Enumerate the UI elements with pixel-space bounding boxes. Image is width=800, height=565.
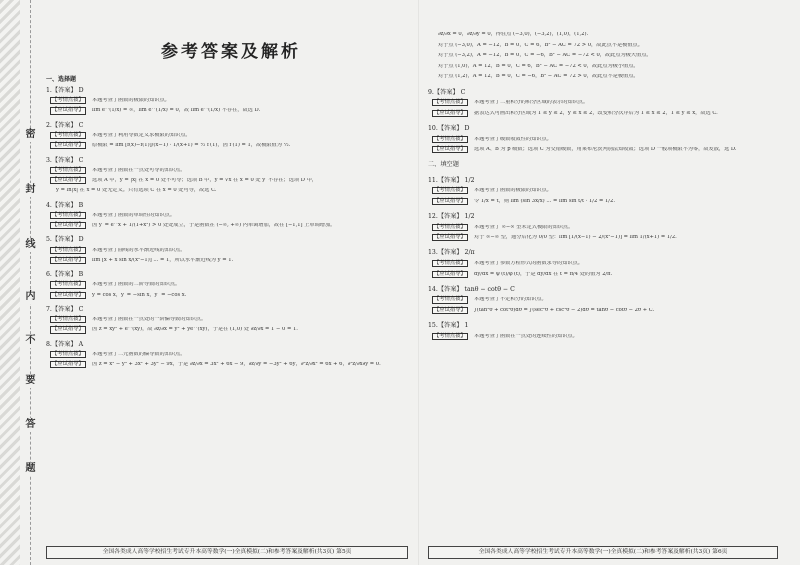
hint-label: 【考情点拨】 [52,166,84,173]
hint-label: 【考情点拨】 [52,351,84,357]
explanation-text: 本题考查了函数在一点处的一阶偏导数的知识点。 [92,317,207,323]
hint-label: 【考情点拨】 [52,211,84,218]
answer-heading: 5.【答案】 D [46,236,84,244]
seal-char: 题 [23,462,38,476]
explanation-text: 本题考查了二重积分的积分区域的表示的知识点。 [474,100,589,106]
explanation-text: 本题考查了函数在一点处的连续性的知识点。 [474,333,578,339]
answer-heading: 二、填空题 [428,161,459,169]
seal-line-column [20,0,42,565]
section-heading: 一、选择题 [46,76,77,83]
explanation-text: 本题考查了函数的极限的知识点。 [474,188,552,194]
hint-label: 【应试指导】 [434,197,466,204]
hint-label: 【应试指导】 [52,142,84,149]
answer-heading: 2.【答案】 C [46,121,84,129]
explanation-text: lim [x + x sin x/(x²−1)] ... = 1，所以水平渐近线为 y = 1. [92,257,234,263]
page-footer-left: 全国各类成人高等学校招生考试专升本高等数学(一)全真模拟(二)和参考答案及解析(共3页) 第5页 [46,546,408,559]
page-divider [418,0,419,565]
seal-dashed-line [30,0,31,565]
hint-label: 【考情点拨】 [434,99,466,106]
hint-label: 【应试指导】 [52,361,84,368]
explanation-text: 本题考查了函数在一点处可导的知识点。 [92,167,186,173]
explanation-text: 本题考查了 ∞−∞ 型未定式极限的知识点。 [474,224,574,230]
answer-heading: 10.【答案】 D [428,125,470,132]
explanation-text: 本题考查了二元函数的偏导数的知识点。 [92,352,186,357]
answer-heading: 8.【答案】 A [46,340,84,348]
hint-label: 【考情点拨】 [434,332,466,339]
hint-label: 【应试指导】 [434,146,466,153]
explanation-text: 对于点 (−3,2)，A = −12，B = 0，C = −6，B² − AC = −72 < 0，故此点为极大值点。 [438,53,652,59]
page-footer-right: 全国各类成人高等学校招生考试专升本高等数学(一)全真模拟(二)和参考答案及解析(共3页) 第6页 [428,546,778,559]
answer-heading: 3.【答案】 C [46,156,84,164]
explanation-text: 因 z = xy² + e^(xy)，故 ∂z/∂x = y² + ye^(xy)，于是在 (1,0) 处 ∂z/∂x = 1 − 0 = 1. [92,327,298,333]
explanation-text: 选项 A 中，y = |x| 在 x = 0 处不可导；选项 B 中，y = √x 在 x = 0 处 y′ 不存在；选项 D 中， [92,178,317,183]
seal-char: 内 [23,290,38,304]
page-title: 参考答案及解析 [161,42,301,62]
explanation-text: 本题考查了曲线的水平渐近线的知识点。 [92,247,186,253]
seal-char: 线 [23,238,38,252]
seal-char: 封 [23,183,38,197]
hint-label: 【考情点拨】 [52,281,84,288]
hint-label: 【应试指导】 [434,109,466,116]
explanation-text: 对于点 (1,0)，A = 12，B = 0，C = 6，B² − AC = −72 < 0，故此点为极小值点。 [438,63,639,69]
explanation-text: 本题考查了利用导数定义求极限的知识点。 [92,133,191,138]
answer-heading: 15.【答案】 1 [428,322,469,330]
explanation-text: 本题考查了不定积分的知识点。 [474,297,547,303]
explanation-text: 因 z = x³ − y³ + 3x² + 3y² − 9x，于是 ∂z/∂x = 3x² + 6x − 9，∂z/∂y = −3y² + 6y，∂²z/∂x² = 6x + 6，∂²z/∂x∂y = 0. [92,362,381,368]
hint-label: 【应试指导】 [52,256,84,263]
explanation-text: lim e^(1/x) = ∞，lim e^(1/x) = 0，故 lim e^(1/x) 不存在，故选 D. [92,108,261,114]
explanation-text: y = ln|x| 在 x = 0 处无定义。只有选项 C 在 x = 0 处可导，故选 C. [56,188,217,194]
explanation-text: 据表达式可画出积分区域为 1 ≤ y ≤ 2，y ≤ x ≤ 2，改变积分次序后为 1 ≤ x ≤ 2，1 ≤ y ≤ x，故选 C. [474,110,718,116]
answer-heading: 6.【答案】 B [46,271,84,279]
hint-label: 【考情点拨】 [52,246,84,253]
hint-label: 【应试指导】 [52,222,84,228]
answer-heading: 7.【答案】 C [46,306,84,313]
answer-heading: 11.【答案】 1/2 [428,176,475,184]
hint-label: 【考情点拨】 [434,296,466,303]
seal-char: 不 [23,334,38,348]
explanation-text: 原极限 = lim [f(x)−f(1)]/(x−1) · 1/(x+1) = ½ f′(1)，因 f′(1) = 1，故极限值为 ½. [92,143,291,149]
seal-char: 密 [23,128,38,142]
answer-heading: 12.【答案】 1/2 [428,213,475,220]
answer-heading: 4.【答案】 B [46,201,84,209]
hint-label: 【应试指导】 [434,307,466,313]
answer-heading: 13.【答案】 2/π [428,249,475,257]
explanation-text: 对于 ∞−∞ 型，通分后化为 0/0 型：lim [1/(x−1) − 2/(x²−1)] = lim 1/(x+1) = 1/2. [474,235,677,241]
left-page [46,0,416,565]
binding-margin [0,0,20,565]
explanation-text: 本题考查了函数的极限的知识点。 [92,98,170,104]
hint-label: 【考情点拨】 [52,132,84,138]
explanation-text: 对于点 (−3,0)，A = −12，B = 0，C = 6，B² − AC = 72 > 0，故此点不是极值点。 [438,42,643,48]
explanation-text: y = cos x，y′ = −sin x，y″ = −cos x. [92,292,187,298]
hint-label: 【应试指导】 [434,270,466,277]
answer-heading: 14.【答案】 tanθ − cotθ − C [428,285,515,293]
explanation-text: 因 y′ = e^x + 1/(1+x²) > 0 处处成立，于是函数在 (−∞, +∞) 内单调增加，故在 [−1,1] 上单调增加。 [92,223,336,228]
answer-heading: 1.【答案】 D [46,87,84,94]
explanation-text: 本题考查了函数的单调性的知识点。 [92,212,176,218]
seal-char: 答 [23,418,38,432]
hint-label: 【考情点拨】 [434,135,466,142]
hint-label: 【应试指导】 [434,234,466,241]
explanation-text: 选项 A、B 为 p 级数；选项 C 为交错级数，用莱布尼茨判别法知收敛；选项 D 一般项极限不为零，故发散，选 D. [474,147,737,153]
explanation-text: 本题考查了级数收敛性的知识点。 [474,136,552,142]
hint-label: 【考情点拨】 [52,316,84,323]
explanation-text: 对于点 (1,2)，A = 12，B = 0，C = −6，B² − AC = 72 > 0，故此点不是极值点。 [438,74,639,80]
hint-label: 【考情点拨】 [52,97,84,104]
right-page [428,0,780,565]
hint-label: 【考情点拨】 [434,223,466,230]
seal-char: 要 [23,374,38,388]
hint-label: 【考情点拨】 [434,187,466,194]
hint-label: 【应试指导】 [52,326,84,333]
answer-heading: 9.【答案】 C [428,88,466,96]
explanation-text: ∂z/∂x = 0，∂z/∂y = 0，得驻点 (−3,0)，(−3,2)，(1,0)，(1,2). [438,32,589,37]
explanation-text: dy/dx = ψ′(t)/φ′(t)，于是 dy/dx 在 t = π/4 处的值为 2/π. [474,271,613,277]
explanation-text: 令 1/x = t，则 lim (sin 3x/x) ... = lim sin t/t · 1/2 = 1/2. [474,198,615,204]
explanation-text: 本题考查了参数方程形式的函数求导的知识点。 [474,261,583,266]
explanation-text: ∫(tan²θ + cot²θ)dθ = ∫(sec²θ + csc²θ − 2)dθ = tanθ − cotθ − 2θ + C. [474,308,655,313]
hint-label: 【应试指导】 [52,177,84,183]
explanation-text: 本题考查了函数的二阶导数的知识点。 [92,282,181,288]
hint-label: 【应试指导】 [52,107,84,114]
hint-label: 【应试指导】 [52,291,84,298]
hint-label: 【考情点拨】 [434,260,466,266]
